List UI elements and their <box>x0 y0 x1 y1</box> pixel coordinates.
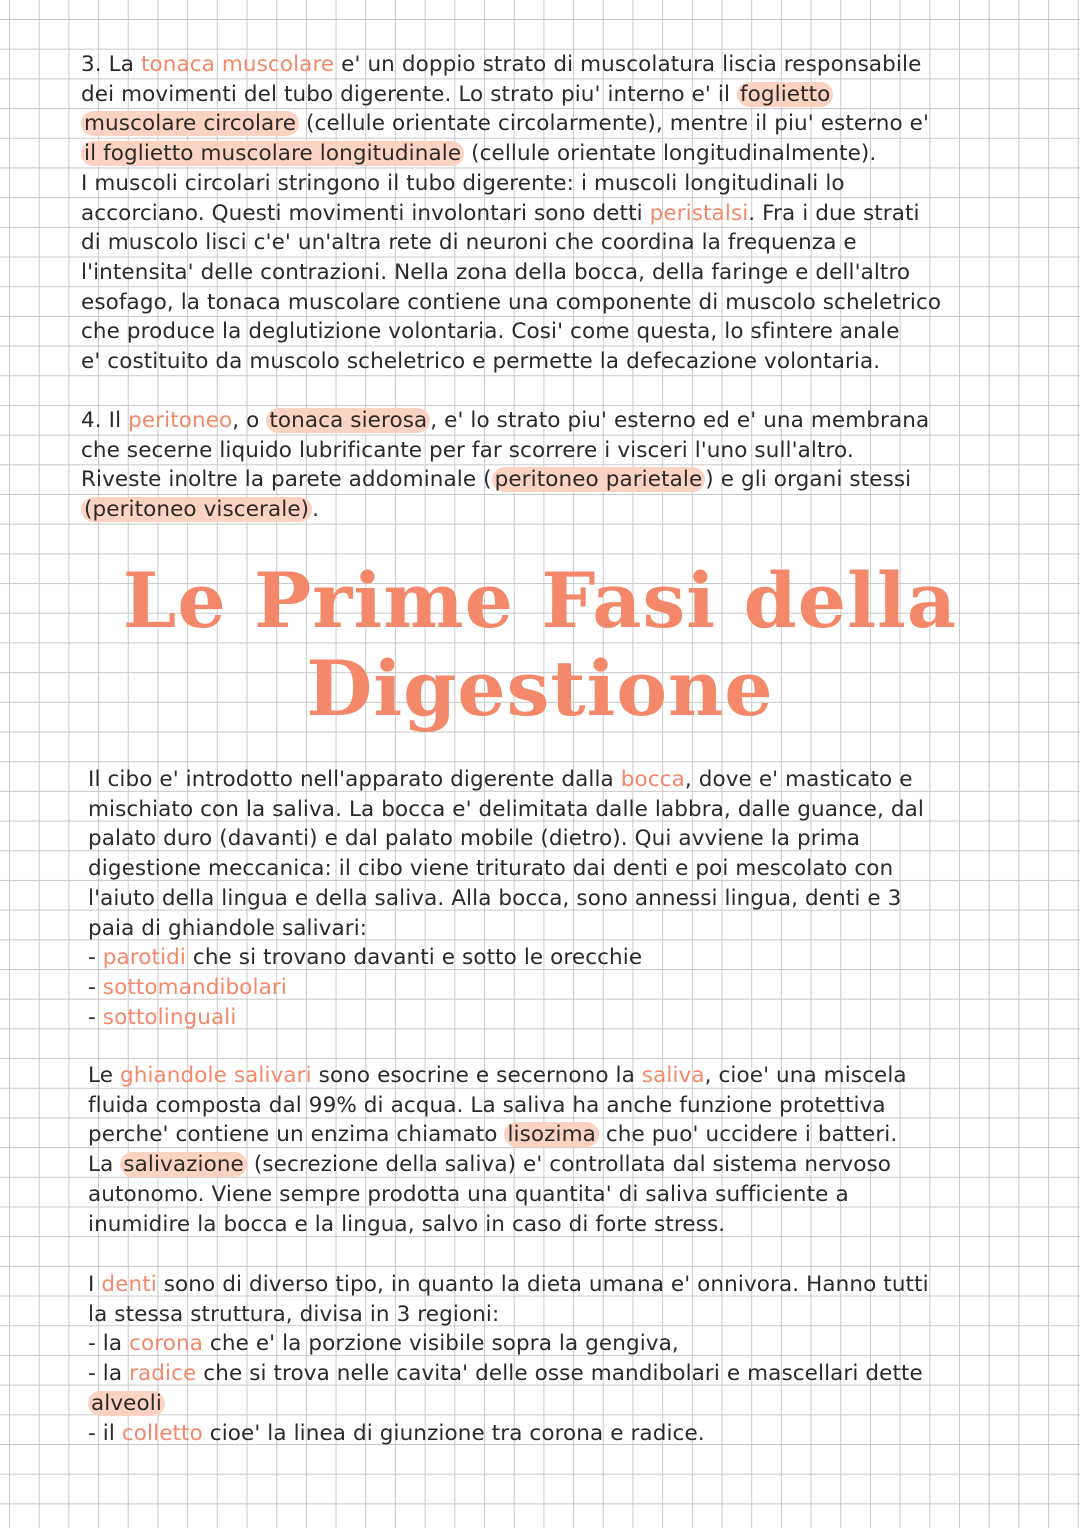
text-line <box>88 1091 1068 1121</box>
text-line <box>88 943 1068 973</box>
text-line <box>81 495 1071 525</box>
text-segment: la stessa struttura, divisa in 3 regioni: <box>88 1301 500 1327</box>
text-segment: I muscoli circolari stringono il tubo digerente: i muscoli longitudinali lo <box>81 170 845 196</box>
highlighted-term: lisozima <box>504 1122 598 1147</box>
highlighted-term: muscolare circolare <box>81 111 299 136</box>
section-title-line-1: Le Prime Fasi della <box>122 556 958 645</box>
text-segment: . <box>312 497 320 523</box>
text-line <box>88 1359 1068 1389</box>
text-line <box>81 288 1071 318</box>
text-segment: (cellule orientate longitudinalmente). <box>464 141 877 167</box>
text-segment: - la <box>88 1361 130 1387</box>
text-line <box>88 1150 1068 1180</box>
highlighted-term: il foglietto muscolare longitudinale <box>81 141 464 166</box>
key-term: radice <box>129 1361 197 1387</box>
text-segment: (cellule orientate circolarmente), mentre il piu' esterno e' <box>299 111 929 137</box>
text-line <box>81 199 1071 229</box>
key-term: bocca <box>620 767 685 792</box>
text-segment: e' costituito da muscolo scheletrico e permette la defecazione volontaria. <box>81 349 881 375</box>
text-segment: accorciano. Questi movimenti involontari sono detti <box>81 200 650 226</box>
text-line <box>81 139 1071 169</box>
text-line <box>81 258 1071 288</box>
text-segment: che produce la deglutizione volontaria. Cosi' come questa, lo sfintere anale <box>81 319 900 345</box>
key-term: denti <box>101 1272 157 1297</box>
text-line <box>88 1329 1068 1359</box>
text-line <box>88 1300 1068 1330</box>
text-line <box>88 1180 1068 1210</box>
text-line <box>88 765 1068 795</box>
text-line <box>81 406 1071 436</box>
text-segment: - <box>88 1004 103 1030</box>
text-segment: Il cibo e' introdotto nell'apparato digerente dalla <box>88 767 621 792</box>
text-line <box>88 1120 1068 1150</box>
text-segment: . Fra i due strati <box>748 200 920 226</box>
text-segment: fluida composta dal 99% di acqua. La saliva ha anche funzione protettiva <box>88 1092 886 1118</box>
text-segment: - <box>88 945 103 971</box>
text-segment: paia di ghiandole salivari: <box>88 915 368 941</box>
text-line <box>81 436 1071 466</box>
text-segment: autonomo. Viene sempre prodotta una quantita' di saliva sufficiente a <box>88 1181 849 1207</box>
text-line <box>81 109 1071 139</box>
text-segment: l'aiuto della lingua e della saliva. Alla bocca, sono annessi lingua, denti e 3 <box>88 885 902 911</box>
text-line <box>88 1389 1068 1419</box>
text-segment: digestione meccanica: il cibo viene triturato dai denti e poi mescolato con <box>88 856 894 882</box>
text-line <box>81 50 1071 80</box>
key-term: sottolinguali <box>102 1004 237 1030</box>
paragraph-bocca <box>88 765 1068 1032</box>
text-segment: sono esocrine e secernono la <box>311 1063 642 1088</box>
key-term: sottomandibolari <box>102 974 287 1000</box>
text-segment: esofago, la tonaca muscolare contiene una componente di muscolo scheletrico <box>81 289 942 315</box>
text-segment: e' un doppio strato di muscolatura liscia responsabile <box>334 52 922 77</box>
text-segment: 4. Il <box>81 408 129 433</box>
key-term: colletto <box>121 1420 203 1446</box>
highlighted-term: salivazione <box>120 1152 247 1177</box>
highlighted-term: foglietto <box>737 82 833 107</box>
text-line <box>81 347 1071 377</box>
text-line <box>88 1419 1068 1449</box>
highlighted-term: (peritoneo viscerale) <box>81 497 312 522</box>
text-line <box>88 1270 1068 1300</box>
paragraph-denti <box>88 1270 1068 1448</box>
text-line <box>81 228 1071 258</box>
text-line <box>81 169 1071 199</box>
text-line <box>88 854 1068 884</box>
text-segment: perche' contiene un enzima chiamato <box>88 1122 505 1148</box>
text-segment: I <box>88 1272 102 1297</box>
text-segment: sono di diverso tipo, in quanto la dieta umana e' onnivora. Hanno tutti <box>156 1272 929 1297</box>
text-line <box>88 1003 1068 1033</box>
text-segment: - il <box>88 1420 122 1446</box>
text-line <box>88 1210 1068 1240</box>
text-segment: che si trovano davanti e sotto le orecchie <box>185 945 643 971</box>
text-line <box>88 824 1068 854</box>
text-segment: mischiato con la saliva. La bocca e' delimitata dalle labbra, dalle guance, dal <box>88 796 924 822</box>
text-segment: - <box>88 974 103 1000</box>
text-segment: Le <box>88 1063 120 1088</box>
text-segment: 3. La <box>81 52 141 77</box>
key-term: saliva <box>641 1063 705 1088</box>
key-term: corona <box>129 1331 203 1357</box>
text-segment: dei movimenti del tubo digerente. Lo strato piu' interno e' il <box>81 81 737 107</box>
text-segment: che si trova nelle cavita' delle osse mandibolari e mascellari dette <box>196 1361 923 1387</box>
key-term: ghiandole salivari <box>119 1063 312 1088</box>
text-segment: , cioe' una miscela <box>704 1063 907 1088</box>
text-segment: che puo' uccidere i batteri. <box>598 1122 898 1148</box>
text-line <box>88 914 1068 944</box>
text-segment: Riveste inoltre la parete addominale ( <box>81 467 492 493</box>
text-segment: di muscolo lisci c'e' un'altra rete di neuroni che coordina la frequenza e <box>81 230 857 256</box>
highlighted-term: tonaca sierosa <box>266 408 430 433</box>
text-segment: , o <box>232 408 267 433</box>
paragraph-peritoneo <box>81 406 1071 525</box>
text-segment: l'intensita' delle contrazioni. Nella zona della bocca, della faringe e dell'altro <box>81 259 911 285</box>
text-segment: che e' la porzione visibile sopra la gengiva, <box>202 1331 679 1357</box>
text-line <box>81 80 1071 110</box>
text-segment: palato duro (davanti) e dal palato mobile (dietro). Qui avviene la prima <box>88 826 861 852</box>
text-segment: , e' lo strato piu' esterno ed e' una membrana <box>430 408 930 433</box>
text-line <box>88 795 1068 825</box>
highlighted-term: alveoli <box>88 1391 165 1416</box>
text-line <box>88 973 1068 1003</box>
text-line <box>88 884 1068 914</box>
text-segment: - la <box>88 1331 130 1357</box>
paragraph-tonaca-muscolare <box>81 50 1071 377</box>
key-term: peristalsi <box>649 200 749 226</box>
text-segment: cioe' la linea di giunzione tra corona e radice. <box>202 1420 705 1446</box>
text-segment: , dove e' masticato e <box>684 767 913 792</box>
text-segment: ) e gli organi stessi <box>705 467 912 493</box>
key-term: parotidi <box>102 945 186 971</box>
text-segment: La <box>88 1152 121 1178</box>
key-term: tonaca muscolare <box>140 52 335 77</box>
paragraph-ghiandole-salivari <box>88 1061 1068 1239</box>
text-line <box>81 465 1071 495</box>
text-line <box>81 317 1071 347</box>
text-line <box>88 1061 1068 1091</box>
text-segment: che secerne liquido lubrificante per far scorrere i visceri l'uno sull'altro. <box>81 437 854 463</box>
section-title-line-2: Digestione <box>306 644 774 733</box>
text-segment: (secrezione della saliva) e' controllata dal sistema nervoso <box>246 1152 892 1178</box>
text-segment: inumidire la bocca e la lingua, salvo in caso di forte stress. <box>88 1211 726 1237</box>
highlighted-term: peritoneo parietale <box>492 467 706 492</box>
key-term: peritoneo <box>128 408 233 433</box>
